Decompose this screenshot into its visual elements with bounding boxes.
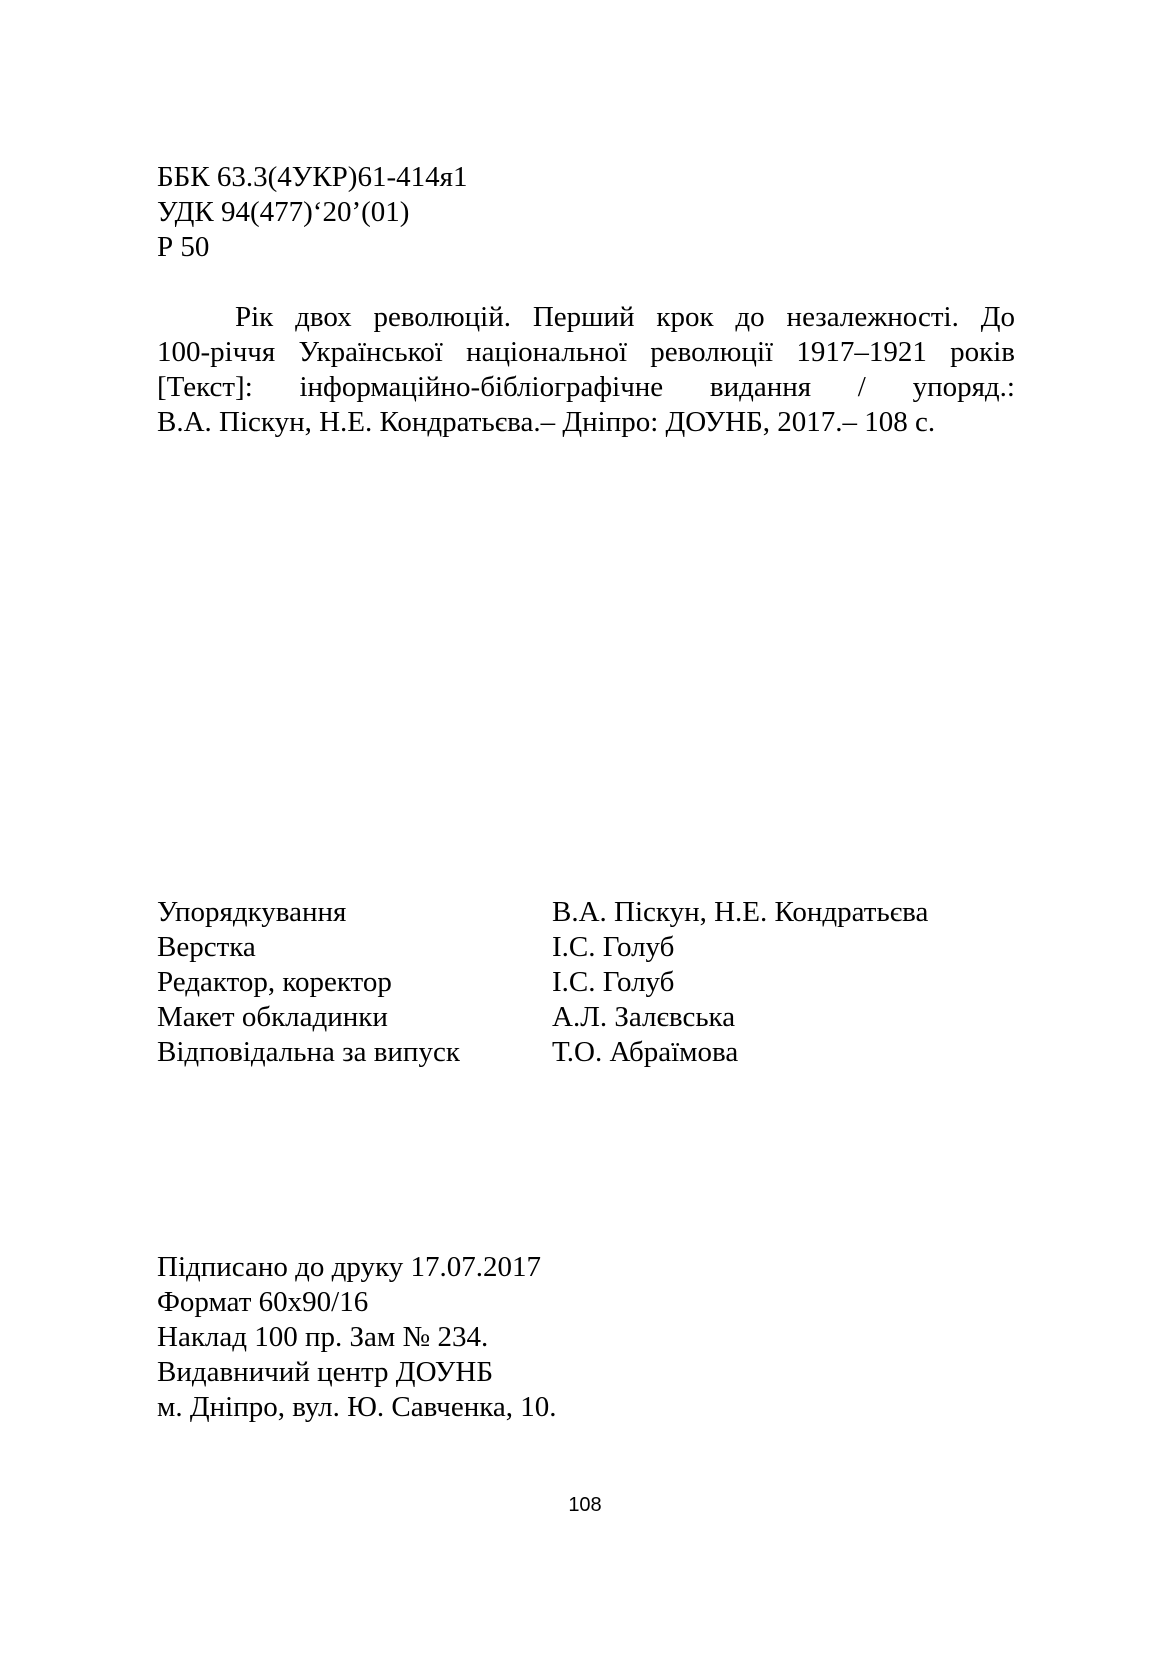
- description-line: 100-річчя Української національної революції 1917–1921 років: [157, 336, 1015, 368]
- credit-row: [157, 1000, 928, 1035]
- udk-code: УДК 94(477)‘20’(01): [157, 196, 410, 228]
- print-run: Наклад 100 пр. Зам № 234.: [157, 1321, 489, 1353]
- credit-role: Упорядкування: [157, 896, 347, 928]
- publisher-name: Видавничий центр ДОУНБ: [157, 1356, 494, 1388]
- credit-person: І.С. Голуб: [552, 931, 675, 963]
- bbk-code: ББК 63.3(4УКР)61-414я1: [157, 161, 468, 193]
- credit-person: В.А. Піскун, Н.Е. Кондратьєва: [552, 896, 929, 928]
- author-mark: Р 50: [157, 231, 210, 263]
- bibliographic-description: [157, 300, 1015, 440]
- description-line: Рік двох революцій. Перший крок до незалежності. До: [235, 301, 1015, 333]
- imprint-block: [157, 1250, 557, 1425]
- credits-list: [157, 895, 928, 1070]
- credit-row: [157, 895, 928, 930]
- credit-row: [157, 1035, 928, 1070]
- description-line: [Текст]: інформаційно-бібліографічне видання / упоряд.:: [157, 371, 1015, 403]
- credit-person: А.Л. Залєвська: [552, 1001, 736, 1033]
- classification-block: [157, 160, 467, 265]
- credit-role: Редактор, коректор: [157, 966, 392, 998]
- page-number: 108: [568, 1494, 602, 1516]
- paper-format: Формат 60х90/16: [157, 1286, 369, 1318]
- signed-for-print: Підписано до друку 17.07.2017: [157, 1251, 541, 1283]
- credit-role: Верстка: [157, 931, 256, 963]
- credit-role: Макет обкладинки: [157, 1001, 388, 1033]
- credit-role: Відповідальна за випуск: [157, 1036, 460, 1068]
- credit-person: Т.О. Абраїмова: [552, 1036, 739, 1068]
- description-line: В.А. Піскун, Н.Е. Кондратьєва.– Дніпро: ДОУНБ, 2017.– 108 с.: [157, 406, 936, 438]
- credit-row: [157, 930, 928, 965]
- credit-person: І.С. Голуб: [552, 966, 675, 998]
- credit-row: [157, 965, 928, 1000]
- publisher-address: м. Дніпро, вул. Ю. Савченка, 10.: [157, 1391, 557, 1423]
